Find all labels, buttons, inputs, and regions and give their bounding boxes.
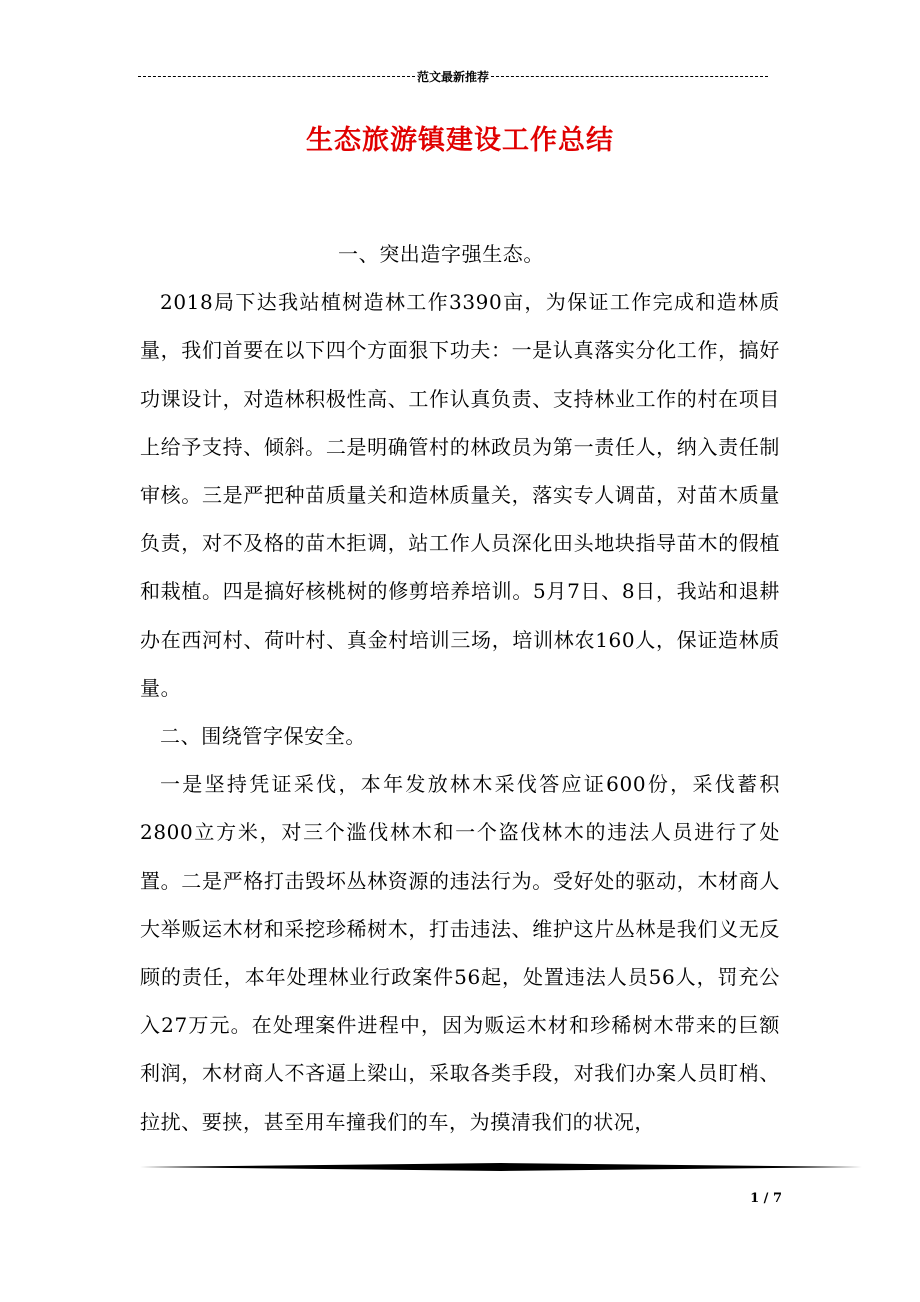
page-header (138, 66, 768, 86)
section-heading: 一、突出造字强生态。 (338, 242, 544, 266)
document-title: 生态旅游镇建设工作总结 (306, 125, 614, 156)
section-heading: 二、围绕管字保安全。 (160, 724, 366, 749)
header-dash-right (491, 76, 768, 77)
header-label: 范文最新推荐 (417, 69, 490, 84)
paragraph: 2018局下达我站植树造林工作3390亩，为保证工作完成和造林质量，我们首要在以下四个方面狠下功夫：一是认真落实分化工作，搞好功课设计，对造林积极性高、工作认真负责、支持林业工作的村在项目上给予支持、倾斜。二是明确管村的林政员为第一责任人，纳入责任制审核。三是严把种苗质量关和造林质量关，落实专人调苗，对苗木质量负责，对不及格的苗木拒调，站工作人员深化田头地块指导苗木的假植和栽植。四是搞好核桃树的修剪培养培训。5月7日、8日，我站和退耕办在西河村、荷叶村、真金村培训三场，培训林农160人，保证造林质量。 (140, 290, 780, 700)
footer-divider (140, 1163, 862, 1171)
page-number: 1 / 7 (750, 1191, 782, 1206)
paragraph: 一是坚持凭证采伐，本年发放林木采伐答应证600份，采伐蓄积2800立方米，对三个滥伐林木和一个盗伐林木的违法人员进行了处置。二是严格打击毁坏丛林资源的违法行为。受好处的驱动，木材商人大举贩运木材和采挖珍稀树木，打击违法、维护这片丛林是我们义无反顾的责任，本年处理林业行政案件56起，处置违法人员56人，罚充公入27万元。在处理案件进程中，因为贩运木材和珍稀树木带来的巨额利润，木材商人不吝逼上梁山，采取各类手段，对我们办案人员盯梢、拉扰、要挟，甚至用车撞我们的车，为摸清我们的状况， (140, 772, 780, 1134)
header-dash-left (138, 76, 415, 77)
document-body (140, 230, 780, 1146)
